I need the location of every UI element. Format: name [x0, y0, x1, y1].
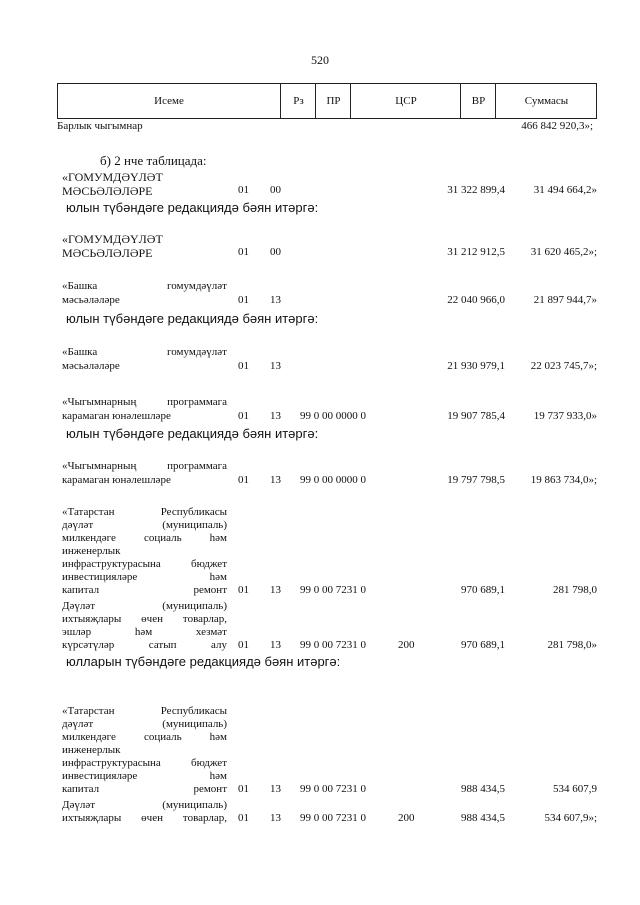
block-name-line: милкендәге социаль һәм: [62, 532, 227, 544]
table-header: [57, 83, 597, 119]
row-sum2: 22 023 745,7»;: [530, 360, 597, 372]
block-name-line: «Татарстан Республикасы: [62, 705, 227, 717]
block-name-line: дәүләт (муниципаль): [62, 718, 227, 730]
row-rz: 01: [238, 474, 249, 486]
header-rz: Рз: [280, 84, 316, 118]
row-csr: 99 0 00 7231 0: [300, 639, 366, 651]
row-name-line2: карамаган юнәлешләре: [62, 474, 171, 486]
row-sum1: 19 797 798,5: [447, 474, 505, 486]
row-pr: 00: [270, 184, 281, 196]
row-pr: 13: [270, 783, 281, 795]
row-rz: 01: [238, 639, 249, 651]
block-name-line: капитал ремонт: [62, 584, 227, 596]
row-csr: 99 0 00 7231 0: [300, 783, 366, 795]
row-rz: 01: [238, 360, 249, 372]
row-csr: 99 0 00 0000 0: [300, 410, 366, 422]
row-sum1: 22 040 966,0: [447, 294, 505, 306]
row-pr: 13: [270, 812, 281, 824]
subheading: б) 2 нче таблицада:: [100, 153, 207, 168]
row-sum1: 988 434,5: [461, 783, 505, 795]
row-sum1: 19 907 785,4: [447, 410, 505, 422]
row-sum2: 281 798,0»: [547, 639, 597, 651]
row-sum2: 21 897 944,7»: [533, 294, 597, 306]
edit-instruction: юлын түбәндәге редакциядә бәян итәргә:: [66, 426, 319, 441]
row-name-line1: «ГОМУМДӘҮЛӘТ: [62, 170, 163, 184]
edit-instruction: юлын түбәндәге редакциядә бәян итәргә:: [66, 200, 319, 215]
edit-instruction: юлын түбәндәге редакциядә бәян итәргә:: [66, 311, 319, 326]
block-name-line: инженерлык: [62, 744, 121, 756]
row-rz: 01: [238, 783, 249, 795]
row-sum2: 31 494 664,2»: [533, 184, 597, 196]
row-name-line2: карамаган юнәлешләре: [62, 410, 171, 422]
row-sum2: 534 607,9»;: [544, 812, 597, 824]
row-pr: 13: [270, 584, 281, 596]
block-name-line: инженерлык: [62, 545, 121, 557]
header-pr: ПР: [315, 84, 351, 118]
row-sum1: 21 930 979,1: [447, 360, 505, 372]
row-sum2: 19 737 933,0»: [533, 410, 597, 422]
row-name-line1: «ГОМУМДӘҮЛӘТ: [62, 232, 163, 246]
row-name-line1: «Чыгымнарның программага: [62, 396, 227, 408]
row-name-line2: мәсьәләләре: [62, 294, 120, 306]
row-vr: 200: [398, 639, 415, 651]
header-name: Исеме: [154, 95, 184, 107]
row-rz: 01: [238, 584, 249, 596]
block-name-line: инвестицияләре һәм: [62, 571, 227, 583]
row-name-line1: «Башка гомумдәүләт: [62, 346, 227, 358]
row-sum1: 970 689,1: [461, 584, 505, 596]
row-name-line2: МӘСЬӘЛӘЛӘРЕ: [62, 184, 153, 198]
block-name-line: инфраструктурасына бюджет: [62, 558, 227, 570]
row-vr: 200: [398, 812, 415, 824]
row-pr: 13: [270, 639, 281, 651]
header-sum: Суммасы: [495, 84, 597, 118]
row-sum1: 988 434,5: [461, 812, 505, 824]
row-pr: 13: [270, 474, 281, 486]
row-name-line1: «Чыгымнарның программага: [62, 460, 227, 472]
block-name-line: күрсәтүләр сатып алу: [62, 639, 227, 651]
row-pr: 13: [270, 360, 281, 372]
row-csr: 99 0 00 0000 0: [300, 474, 366, 486]
block-name-line: ихтыяҗлары өчен товарлар,: [62, 613, 227, 625]
row-sum2: 534 607,9: [553, 783, 597, 795]
row-name-line2: МӘСЬӘЛӘЛӘРЕ: [62, 246, 153, 260]
block-name-line: Дәүләт (муниципаль): [62, 600, 227, 612]
block-name-line: инфраструктурасына бюджет: [62, 757, 227, 769]
total-value: 466 842 920,3»;: [521, 120, 593, 132]
block-name-line: «Татарстан Республикасы: [62, 506, 227, 518]
block-name-line: инвестицияләре һәм: [62, 770, 227, 782]
block-name-line: ихтыяҗлары өчен товарлар,: [62, 812, 227, 824]
row-pr: 13: [270, 294, 281, 306]
row-sum1: 31 322 899,4: [447, 184, 505, 196]
block-name-line: милкендәге социаль һәм: [62, 731, 227, 743]
row-rz: 01: [238, 294, 249, 306]
row-pr: 13: [270, 410, 281, 422]
row-rz: 01: [238, 812, 249, 824]
block-name-line: капитал ремонт: [62, 783, 227, 795]
header-vr: ВР: [460, 84, 496, 118]
row-sum2: 31 620 465,2»;: [530, 246, 597, 258]
row-sum1: 31 212 912,5: [447, 246, 505, 258]
edit-instruction: юлларын түбәндәге редакциядә бәян итәргә:: [66, 654, 341, 669]
row-name-line2: мәсьәләләре: [62, 360, 120, 372]
row-rz: 01: [238, 246, 249, 258]
row-rz: 01: [238, 410, 249, 422]
row-pr: 00: [270, 246, 281, 258]
row-rz: 01: [238, 184, 249, 196]
block-name-line: Дәүләт (муниципаль): [62, 799, 227, 811]
row-sum2: 281 798,0: [553, 584, 597, 596]
row-csr: 99 0 00 7231 0: [300, 584, 366, 596]
block-name-line: дәүләт (муниципаль): [62, 519, 227, 531]
header-csr: ЦСР: [350, 84, 461, 118]
row-name-line1: «Башка гомумдәүләт: [62, 280, 227, 292]
total-label: Барлык чыгымнар: [57, 120, 143, 132]
row-csr: 99 0 00 7231 0: [300, 812, 366, 824]
page-number: 520: [311, 53, 329, 67]
block-name-line: эшләр һәм хезмәт: [62, 626, 227, 638]
row-sum1: 970 689,1: [461, 639, 505, 651]
row-sum2: 19 863 734,0»;: [530, 474, 597, 486]
